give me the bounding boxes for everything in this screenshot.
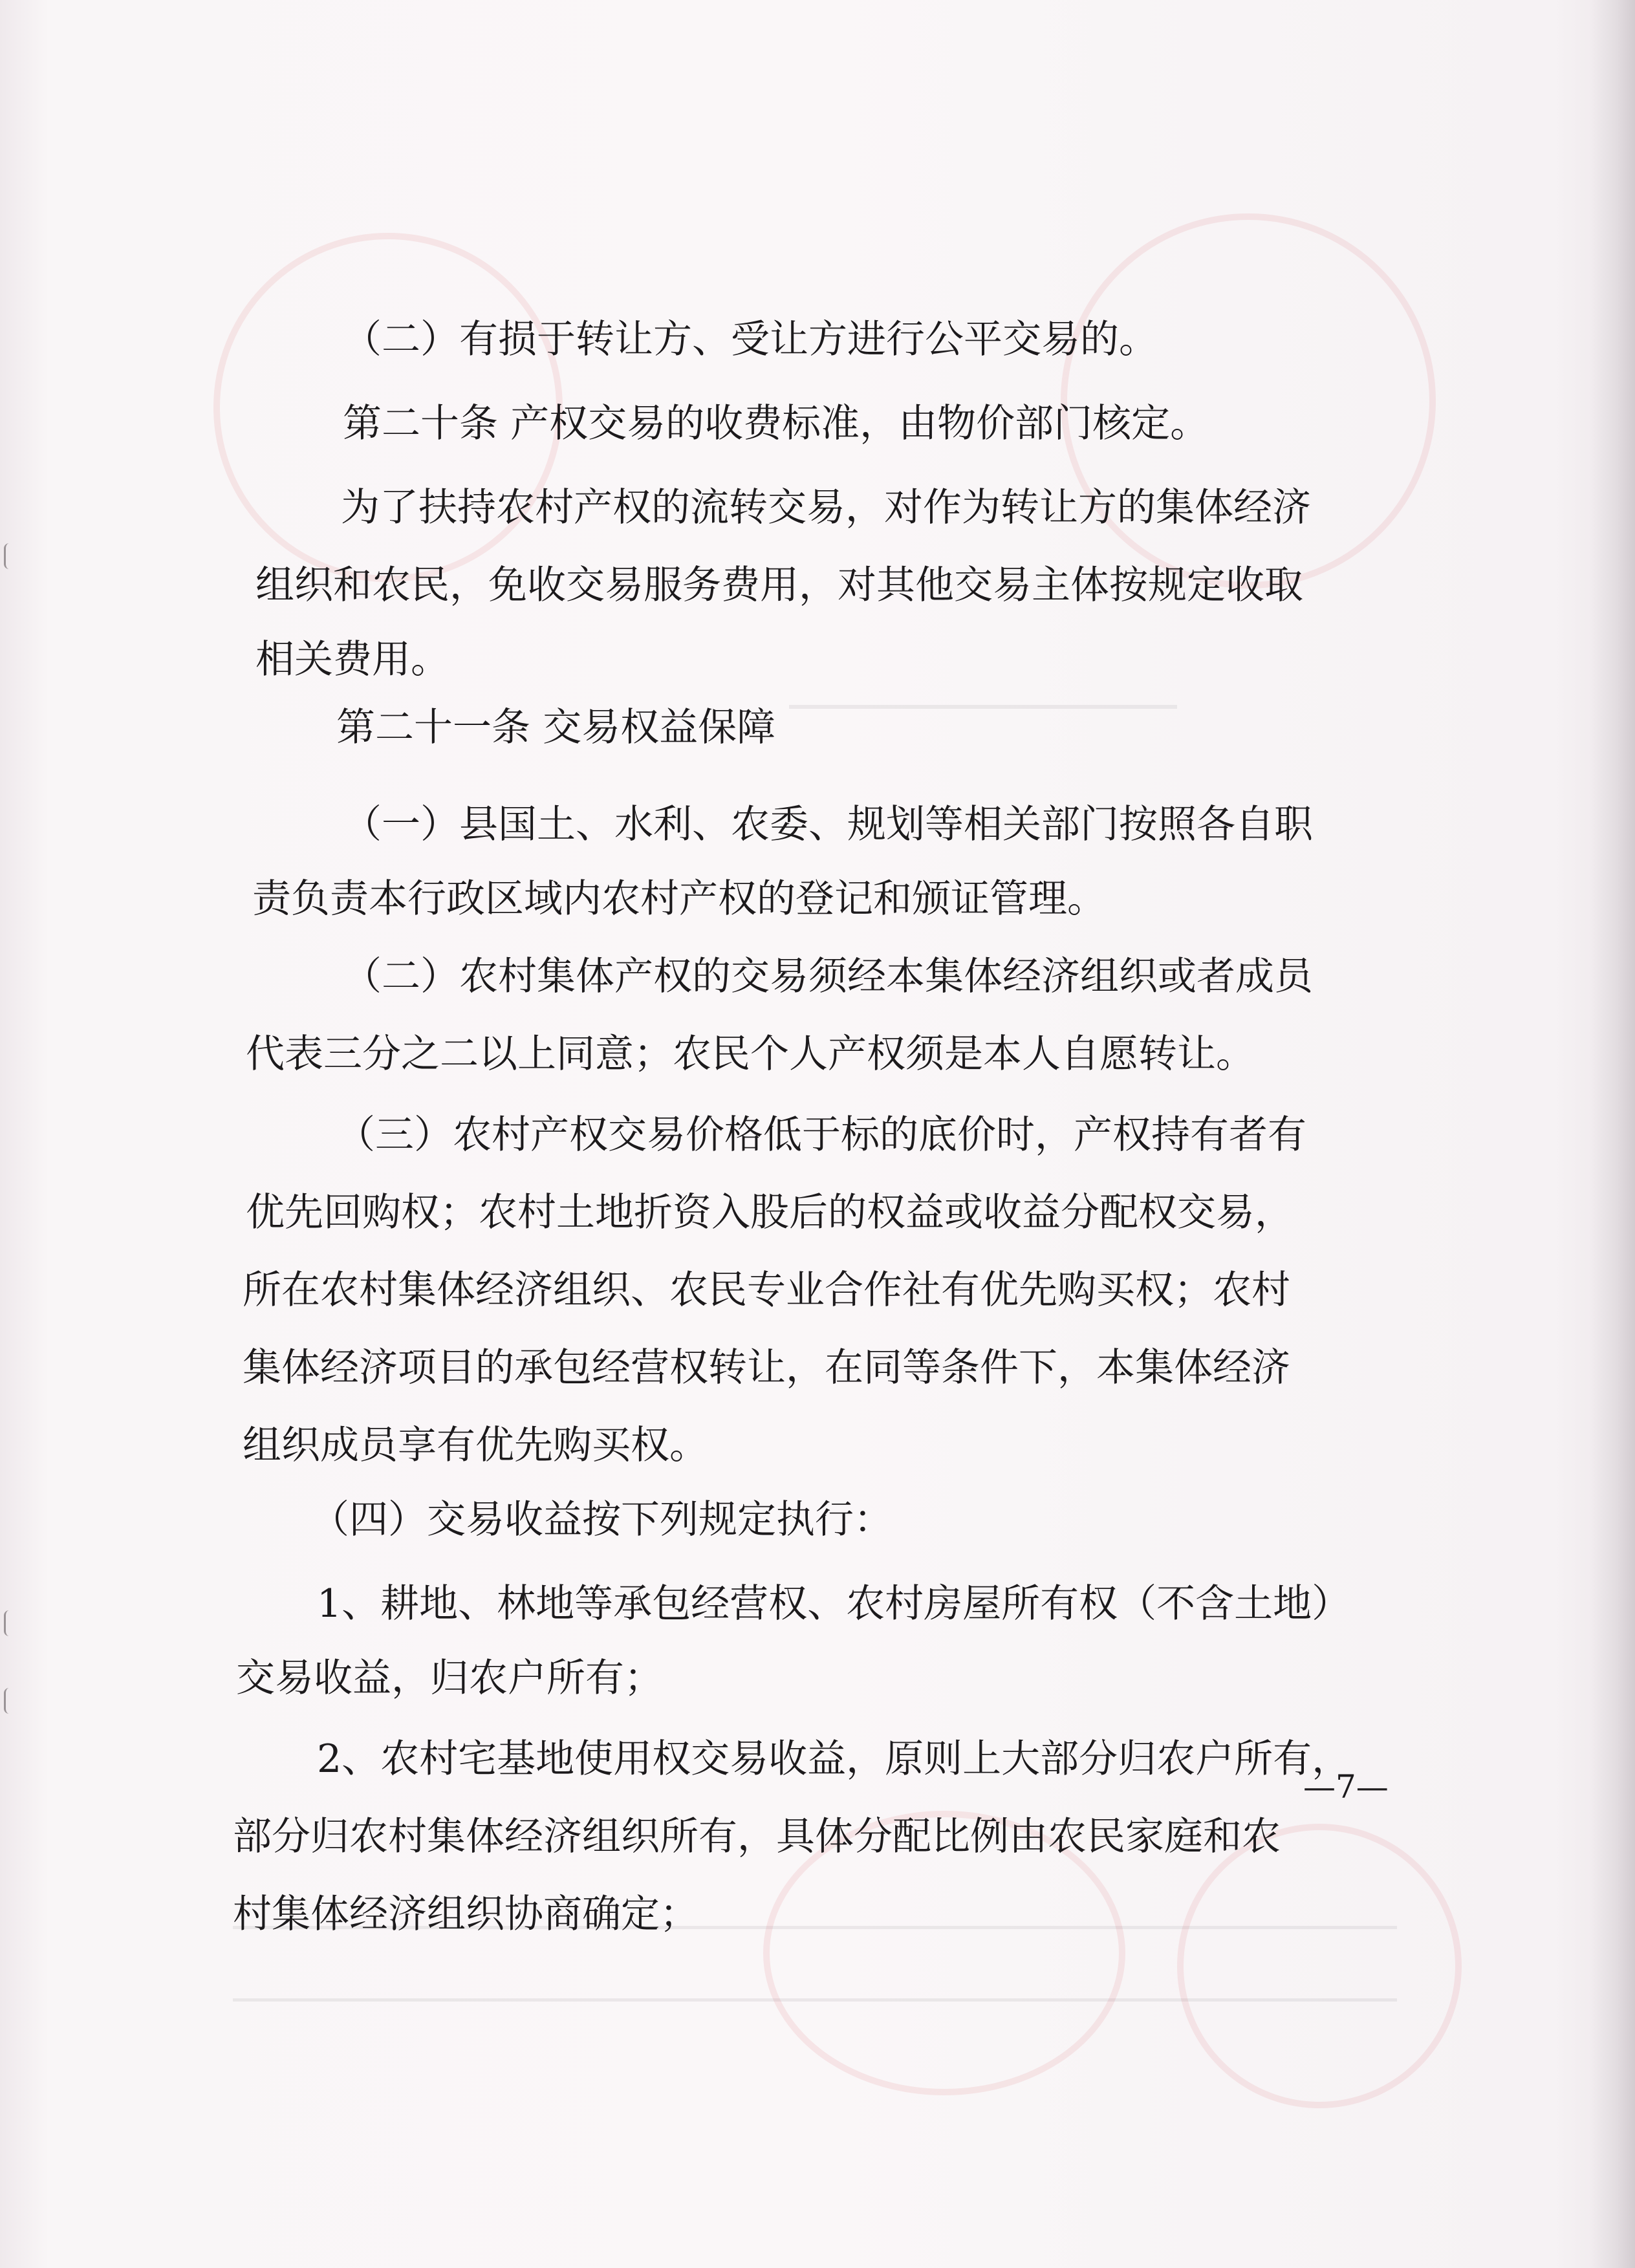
binding-hole <box>4 1610 15 1636</box>
body-line: （三）农村产权交易价格低于标的底价时，产权持有者有 <box>336 1112 1306 1158</box>
body-line: 1、耕地、林地等承包经营权、农村房屋所有权（不含土地） <box>317 1581 1351 1626</box>
body-line: 优先回购权；农村土地折资入股后的权益或收益分配权交易， <box>246 1190 1294 1235</box>
binding-hole <box>4 1688 15 1714</box>
body-line: 相关费用。 <box>255 637 449 682</box>
bleed-through-mark <box>789 705 1177 709</box>
body-line: 为了扶持农村产权的流转交易，对作为转让方的集体经济 <box>341 485 1311 530</box>
page-edge-shadow <box>1590 0 1635 2268</box>
article-21-heading: 第二十一条 交易权益保障 <box>336 705 776 750</box>
body-line: 2、农村宅基地使用权交易收益，原则上大部分归农户所有， <box>317 1736 1351 1782</box>
body-line: 村集体经济组织协商确定； <box>233 1892 698 1937</box>
body-line: 代表三分之二以上同意；农民个人产权须是本人自愿转让。 <box>246 1031 1255 1077</box>
bleed-through-seal <box>1177 1824 1462 2108</box>
body-line: 部分归农村集体经济组织所有，具体分配比例由农民家庭和农 <box>233 1814 1281 1859</box>
body-line: （二）农村集体产权的交易须经本集体经济组织或者成员 <box>343 954 1313 999</box>
bleed-through-mark <box>233 1998 1397 2002</box>
body-line: 交易收益，归农户所有； <box>236 1656 663 1701</box>
page-number: —7— <box>1303 1768 1389 1806</box>
body-line: 所在农村集体经济组织、农民专业合作社有优先购买权；农村 <box>243 1268 1290 1313</box>
body-line: 集体经济项目的承包经营权转让，在同等条件下，本集体经济 <box>243 1345 1290 1390</box>
article-20-heading: 第二十条 产权交易的收费标准，由物价部门核定。 <box>343 401 1209 446</box>
binding-hole <box>4 543 15 569</box>
body-line: （四）交易收益按下列规定执行： <box>310 1497 893 1542</box>
body-line: 责负责本行政区域内农村产权的登记和颁证管理。 <box>252 876 1106 922</box>
body-line: （一）县国土、水利、农委、规划等相关部门按照各自职 <box>343 802 1313 847</box>
body-line: （二）有损于转让方、受让方进行公平交易的。 <box>343 317 1158 362</box>
body-line: 组织和农民，免收交易服务费用，对其他交易主体按规定收取 <box>255 563 1303 608</box>
body-line: 组织成员享有优先购买权。 <box>243 1423 708 1468</box>
